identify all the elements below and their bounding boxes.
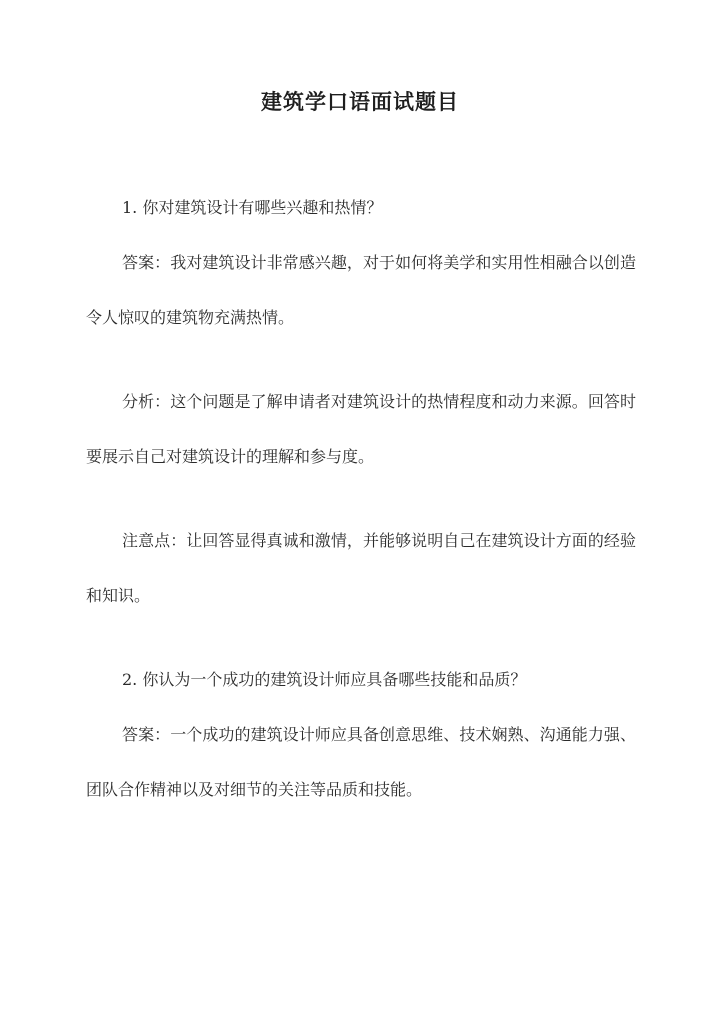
answer-1: 答案：我对建筑设计非常感兴趣，对于如何将美学和实用性相融合以创造令人惊叹的建筑物充满热情。 [86,253,636,327]
answer-2: 答案：一个成功的建筑设计师应具备创意思维、技术娴熟、沟通能力强、团队合作精神以及对细节的关注等品质和技能。 [86,725,636,799]
question-2: 2. 你认为一个成功的建筑设计师应具备哪些技能和品质？ [122,670,527,689]
question-1: 1. 你对建筑设计有哪些兴趣和热情？ [122,198,383,217]
notes-1: 注意点：让回答显得真诚和激情，并能够说明自己在建筑设计方面的经验和知识。 [86,531,636,605]
analysis-1: 分析：这个问题是了解申请者对建筑设计的热情程度和动力来源。回答时要展示自己对建筑设计的理解和参与度。 [86,392,636,466]
page-title: 建筑学口语面试题目 [261,89,459,114]
